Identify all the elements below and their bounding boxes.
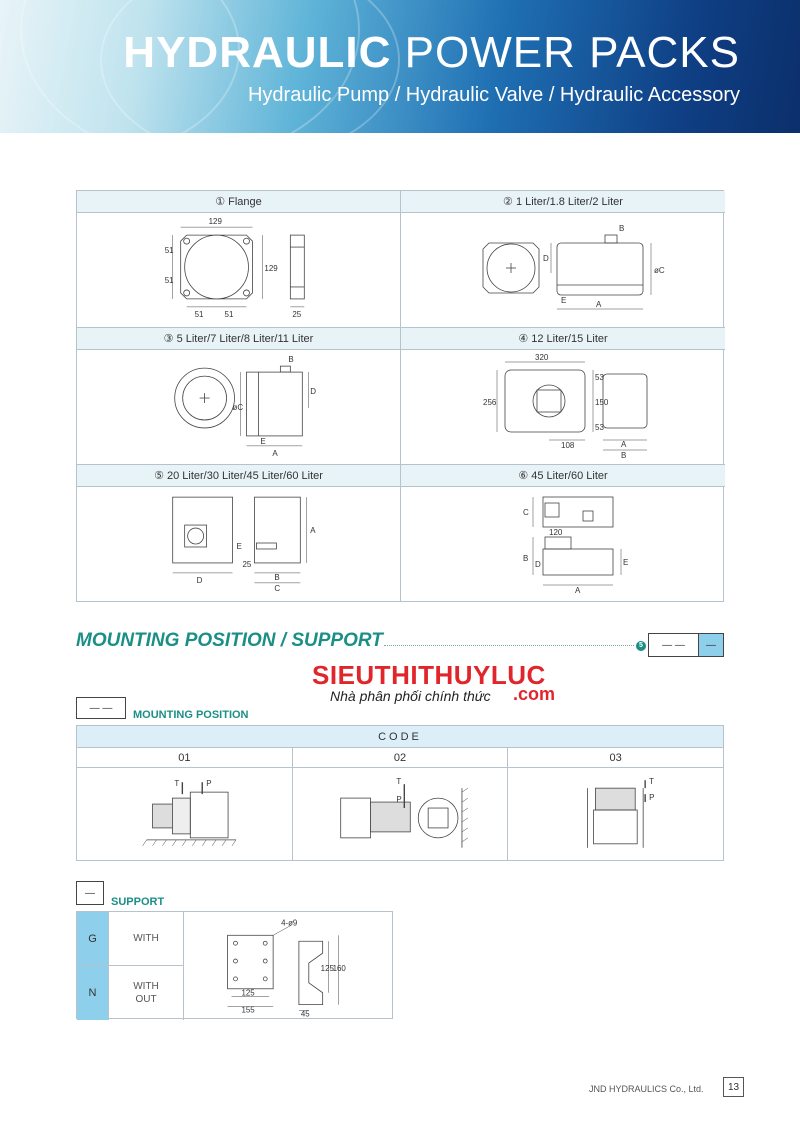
tank-small-drawing	[401, 213, 725, 327]
dim-label: 25	[242, 559, 252, 569]
dim-label: B	[621, 451, 627, 460]
support-dim-label: 155	[241, 1005, 255, 1015]
dim-label: 51	[164, 246, 174, 256]
dim-label: 51	[194, 309, 204, 319]
port-t-label: T	[649, 777, 655, 787]
dim-label: 320	[535, 353, 549, 362]
support-dim-label: 45	[300, 1009, 310, 1019]
dim-label: 51	[164, 275, 174, 285]
dim-label: 108	[561, 441, 575, 450]
support-text-without: WITH OUT	[108, 966, 184, 1020]
port-p-label: P	[396, 795, 402, 805]
code-column-01: 01	[77, 748, 293, 767]
support-dim-label: 125	[241, 988, 255, 998]
dim-label: 129	[208, 217, 222, 227]
dim-label: 120	[549, 528, 563, 537]
dimension-cell-5-11-liter	[77, 328, 401, 465]
section-divider	[384, 645, 634, 646]
dim-label: 51	[224, 309, 234, 319]
dim-label: D	[310, 387, 317, 397]
dimension-cell-12-15-liter	[401, 328, 725, 465]
dimension-cell-1-2-liter	[401, 191, 725, 328]
dimension-cell-flange	[77, 191, 401, 328]
mounting-image-01	[77, 768, 293, 860]
mounting-position-table	[76, 725, 724, 861]
footer-company: JND HYDRAULICS Co., Ltd.	[589, 1084, 704, 1094]
support-dim-label: 4-ø9	[281, 918, 298, 928]
support-label: SUPPORT	[111, 896, 165, 908]
port-p-label: P	[649, 793, 655, 803]
dim-label: C	[274, 583, 281, 593]
page-number: 13	[723, 1077, 744, 1097]
dim-label: B	[619, 224, 625, 233]
support-code-g: G	[77, 912, 108, 966]
cell-title: ② 1 Liter/1.8 Liter/2 Liter	[401, 191, 725, 213]
cell-title: ⑥ 45 Liter/60 Liter	[401, 465, 725, 487]
watermark-brand: SIEUTHITHUYLUC	[312, 660, 546, 690]
code-box	[648, 633, 724, 657]
code-badge: 5	[636, 641, 646, 651]
page-title	[123, 28, 740, 78]
dim-label: A	[596, 300, 602, 309]
dim-label: øC	[654, 266, 665, 275]
page-subtitle: Hydraulic Pump / Hydraulic Valve / Hydraulic Accessory	[247, 84, 740, 106]
support-dim-label: 160	[332, 963, 346, 973]
dimension-table	[76, 190, 724, 602]
port-t-label: T	[174, 779, 180, 789]
code-column-03: 03	[609, 751, 622, 764]
tank-large-drawing	[401, 350, 725, 464]
dim-label: B	[523, 554, 529, 563]
port-t-label: T	[396, 777, 401, 787]
support-text-with: WITH	[108, 912, 184, 966]
watermark-domain: .com	[513, 684, 556, 704]
tank-xl-drawing	[77, 487, 400, 601]
code-box-part-highlight: —	[699, 634, 723, 656]
dim-label: A	[272, 448, 278, 458]
mounting-images	[77, 768, 723, 860]
dim-label: D	[543, 254, 549, 263]
watermark-tagline: Nhà phân phối chính thức	[330, 688, 491, 704]
mounting-image-03	[508, 768, 723, 860]
code-header: CODE	[77, 726, 723, 748]
dim-label: E	[561, 296, 567, 305]
dim-label: E	[623, 558, 629, 567]
dim-label: 53	[595, 423, 604, 432]
dim-label: 150	[595, 398, 609, 407]
port-p-label: P	[206, 779, 212, 789]
dim-label: 53	[595, 373, 604, 382]
dim-label: E	[260, 436, 266, 446]
cell-title: ③ 5 Liter/7 Liter/8 Liter/11 Liter	[77, 328, 400, 350]
code-box-part: — —	[649, 634, 699, 656]
code-column-02: 02	[293, 748, 509, 767]
tank-horizontal-drawing	[401, 487, 725, 601]
dim-label: E	[236, 541, 242, 551]
cell-title: ④ 12 Liter/15 Liter	[401, 328, 725, 350]
dim-label: 129	[264, 263, 278, 273]
title-bold: HYDRAULIC	[123, 28, 392, 77]
dim-label: 256	[483, 398, 497, 407]
section-heading: MOUNTING POSITION / SUPPORT	[76, 630, 383, 651]
mounting-position-label: MOUNTING POSITION	[133, 709, 249, 721]
dim-label: D	[196, 575, 203, 585]
dimension-cell-45-60-liter	[401, 465, 725, 602]
header-banner	[0, 0, 800, 133]
mounting-image-02	[293, 768, 509, 860]
tank-medium-drawing	[77, 350, 400, 464]
dim-label: C	[523, 508, 529, 517]
dim-label: B	[288, 355, 294, 365]
code-columns	[77, 748, 723, 768]
support-dim-label: 125	[320, 963, 334, 973]
support-code-n: N	[77, 966, 108, 1020]
support-bracket-drawing	[184, 912, 392, 1020]
support-table	[76, 911, 393, 1019]
dim-label: 25	[292, 309, 302, 319]
dim-label: A	[310, 526, 316, 536]
cell-title: ① Flange	[77, 191, 400, 213]
support-code-box: —	[76, 881, 104, 905]
dim-label: A	[575, 586, 581, 595]
dim-label: D	[535, 560, 541, 569]
cell-title: ⑤ 20 Liter/30 Liter/45 Liter/60 Liter	[77, 465, 400, 487]
dim-label: øC	[232, 402, 244, 412]
dimension-cell-20-60-liter	[77, 465, 401, 602]
mounting-code-box: — —	[76, 697, 126, 719]
dim-label: A	[621, 440, 627, 449]
flange-drawing	[77, 213, 400, 327]
dim-label: B	[274, 572, 280, 582]
title-light: POWER PACKS	[404, 28, 740, 77]
